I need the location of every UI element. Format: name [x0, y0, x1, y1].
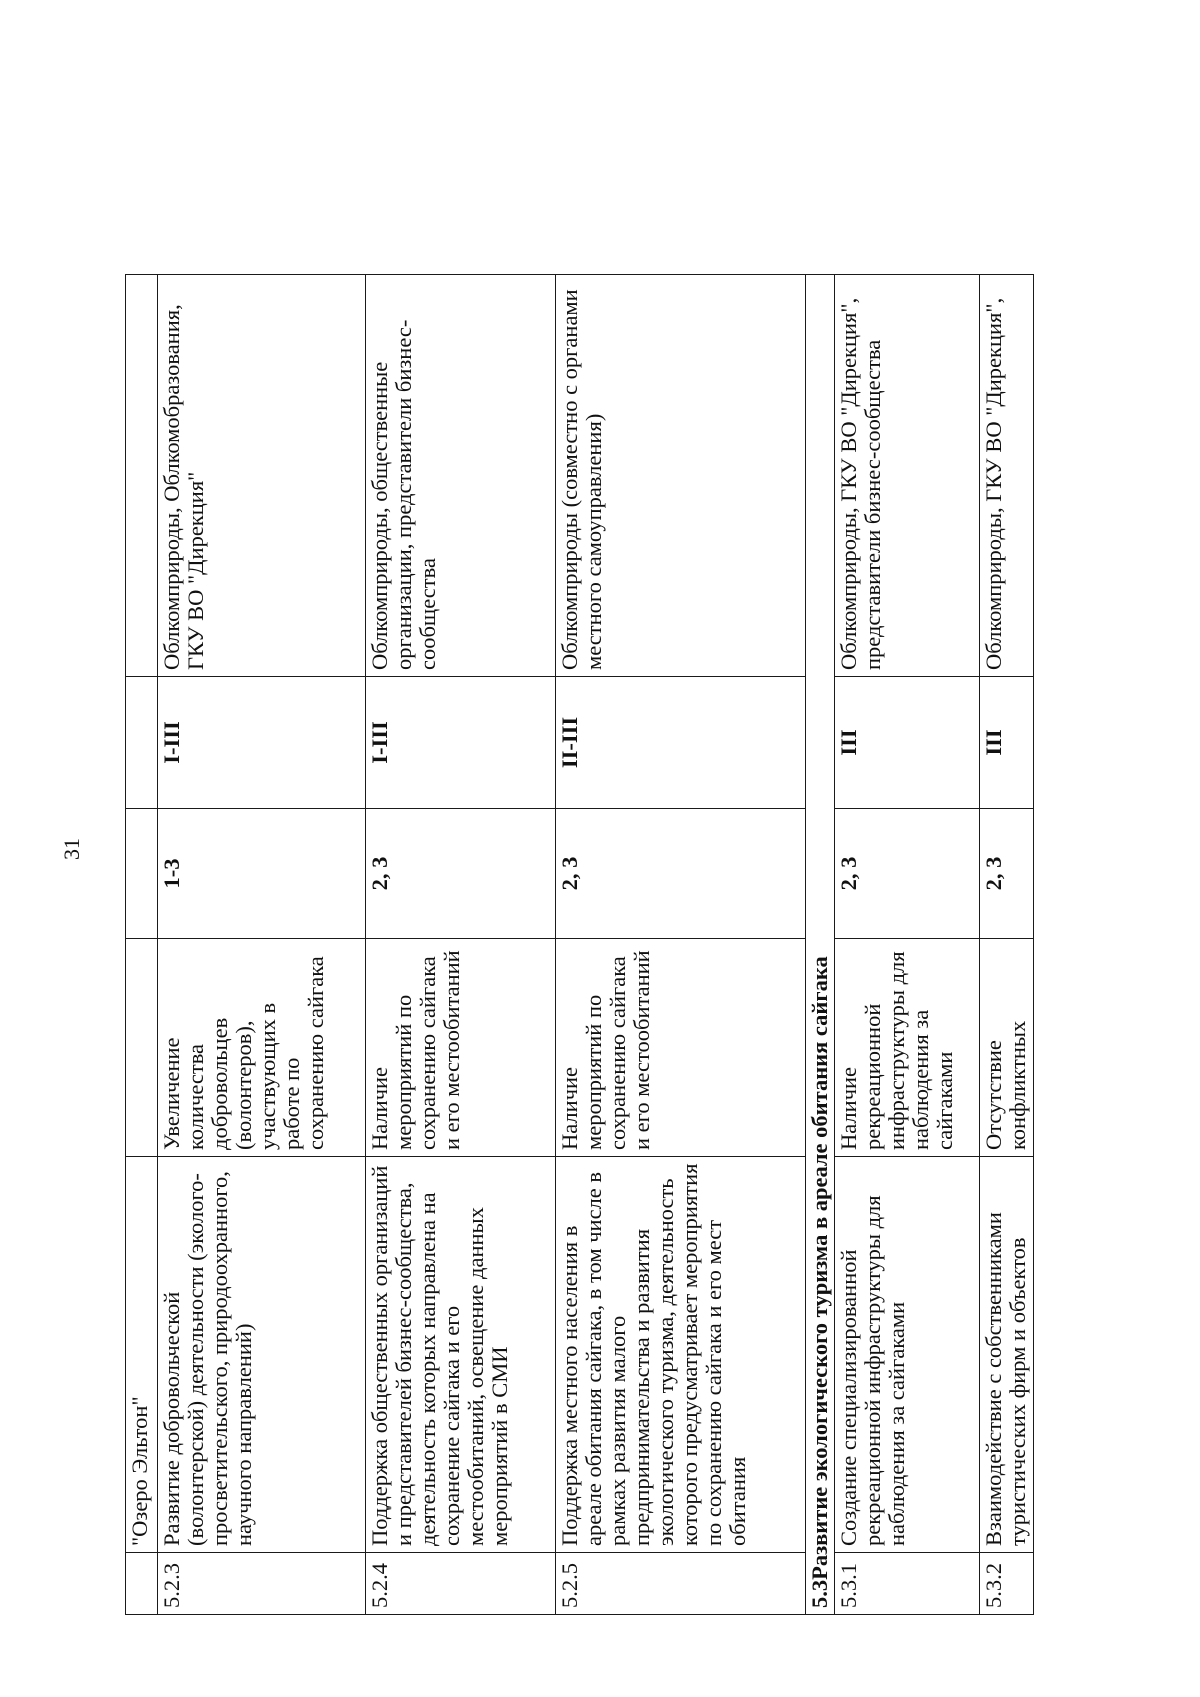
table-cell-empty	[126, 275, 158, 677]
row-measure: Создание специализированной рекреационной инфраструктуры для наблюдения за сайгаками	[835, 1157, 980, 1553]
row-executors: Облкомприроды, ГКУ ВО "Дирекция", представители бизнес-сообщества	[835, 275, 980, 677]
row-executors: Облкомприроды (совместно с органами местного самоуправления)	[556, 275, 806, 677]
row-number: 5.2.5	[556, 1553, 806, 1615]
table-cell-empty	[126, 677, 158, 809]
row-stage: III	[980, 677, 1034, 809]
row-code: 1-3	[158, 809, 366, 939]
row-executors: Облкомприроды, общественные организации, представители бизнес-сообщества	[366, 275, 556, 677]
row-measure: Поддержка общественных организаций и представителей бизнес-сообщества, деятельность которых направлена на сохранение сайгака и его местообитаний, освещение данных мероприятий в СМИ	[366, 1157, 556, 1553]
row-indicator: Увеличение количества добровольцев (волонтеров), участвующих в работе по сохранению сайгака	[158, 939, 366, 1157]
table-row	[835, 275, 980, 1615]
table-row	[556, 275, 806, 1615]
row-indicator: Наличие мероприятий по сохранению сайгака и его местообитаний	[366, 939, 556, 1157]
row-code: 2, 3	[366, 809, 556, 939]
row-indicator: Отсутствие конфликтных	[980, 939, 1034, 1157]
table-cell-empty	[126, 809, 158, 939]
row-number: 5.3.1	[835, 1553, 980, 1615]
row-stage: I-III	[366, 677, 556, 809]
row-executors: Облкомприроды, Облкомобразования, ГКУ ВО "Дирекция"	[158, 275, 366, 677]
row-code: 2, 3	[835, 809, 980, 939]
row-number: 5.2.3	[158, 1553, 366, 1615]
context-label: "Озеро Эльтон"	[126, 1157, 158, 1553]
row-measure: Взаимодействие с собственниками туристических фирм и объектов	[980, 1157, 1034, 1553]
action-plan-table	[125, 274, 1034, 1615]
row-stage: III	[835, 677, 980, 809]
row-stage: I-III	[158, 677, 366, 809]
row-measure: Развитие добровольческой (волонтерской) деятельности (эколого-просветительского, природоохранного, научного направлений)	[158, 1157, 366, 1553]
row-stage: II-III	[556, 677, 806, 809]
rotated-table-wrapper	[125, 275, 1030, 1615]
row-number: 5.2.4	[366, 1553, 556, 1615]
row-measure: Поддержка местного населения в ареале обитания сайгака, в том числе в рамках развития малого предпринимательства и развития экологического туризма, деятельность которого предусматривает мероприятия по сохранению сайгака и его мест обитания	[556, 1157, 806, 1553]
table-row	[366, 275, 556, 1615]
row-indicator: Наличие мероприятий по сохранению сайгака и его местообитаний	[556, 939, 806, 1157]
section-heading-row	[806, 275, 835, 1615]
table-row	[980, 275, 1034, 1615]
table-row	[158, 275, 366, 1615]
table-row-context	[126, 275, 158, 1615]
table-cell-empty	[126, 1553, 158, 1615]
section-heading: 5.3Развитие экологического туризма в ареале обитания сайгака	[806, 275, 835, 1615]
page-number: 31	[59, 838, 84, 860]
row-number: 5.3.2	[980, 1553, 1034, 1615]
row-executors: Облкомприроды, ГКУ ВО "Дирекция",	[980, 275, 1034, 677]
row-indicator: Наличие рекреационной инфраструктуры для наблюдения за сайгаками	[835, 939, 980, 1157]
row-code: 2, 3	[980, 809, 1034, 939]
row-code: 2, 3	[556, 809, 806, 939]
table-cell-empty	[126, 939, 158, 1157]
